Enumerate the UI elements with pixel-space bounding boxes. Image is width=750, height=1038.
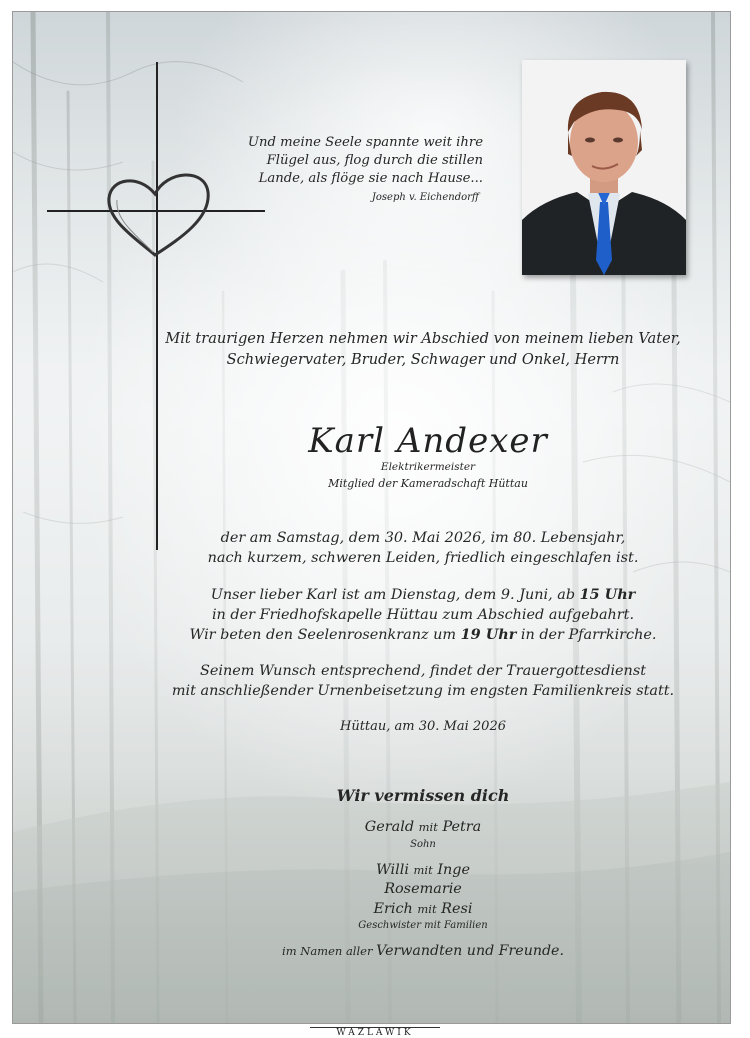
- sibling-3-name: Erich: [373, 901, 413, 917]
- poem-line: Flügel aus, flog durch die stillen: [266, 153, 483, 168]
- poem-author: Joseph v. Eichendorff: [371, 192, 479, 203]
- closing-text: [163, 942, 683, 961]
- wake-line-2: in der Friedhofskapelle Hüttau zum Abschied aufgebahrt.: [211, 606, 635, 623]
- sibling-3-partner: Resi: [441, 901, 473, 917]
- sibling-3-with: mit: [417, 902, 437, 916]
- poem: [213, 134, 483, 206]
- miss-title: Wir vermissen dich: [336, 786, 510, 805]
- death-paragraph: [163, 529, 683, 568]
- deceased-profession: Elektrikermeister: [380, 461, 476, 473]
- wake-line-1: [163, 585, 683, 606]
- funeral-home-logo: [300, 1025, 450, 1038]
- wake-paragraph: [163, 585, 683, 646]
- sibling-1-with: mit: [413, 863, 433, 877]
- logo-brand: WAZLAWIK: [336, 1028, 414, 1038]
- service-line: Seinem Wunsch entsprechend, findet der Trauergottesdienst: [199, 663, 646, 679]
- family-sibling-1: [263, 861, 583, 880]
- wake-line-3: [163, 625, 683, 646]
- son-with: mit: [418, 820, 438, 834]
- death-line: nach kurzem, schweren Leiden, friedlich eingeschlafen ist.: [207, 549, 639, 566]
- rosary-text: Wir beten den Seelenrosenkranz um: [189, 627, 461, 643]
- death-line: der am Samstag, dem 30. Mai 2026, im 80. Lebensjahr,: [220, 530, 626, 546]
- family-son: [263, 818, 583, 837]
- service-line: mit anschließender Urnenbeisetzung im engsten Familienkreis statt.: [171, 682, 675, 699]
- closing-main: Verwandten und Freunde.: [376, 943, 564, 959]
- son-relation: Sohn: [410, 839, 436, 850]
- wake-time-2: 19 Uhr: [460, 626, 517, 643]
- son-partner: Petra: [442, 819, 482, 835]
- poem-line: Lande, als flöge sie nach Hause...: [258, 171, 483, 186]
- family-sibling-3: [263, 900, 583, 919]
- wake-text: Unser lieber Karl ist am Dienstag, dem 9. Juni, ab: [210, 587, 580, 603]
- intro-text: [163, 328, 683, 370]
- closing-pre: im Namen aller: [282, 944, 377, 958]
- rosary-place: in der Pfarrkirche.: [516, 627, 657, 643]
- service-paragraph: [163, 662, 683, 701]
- sibling-1-name: Willi: [375, 862, 409, 878]
- intro-line: Schwiegervater, Bruder, Schwager und Onkel, Herrn: [226, 351, 620, 368]
- sibling-1-partner: Inge: [437, 862, 470, 878]
- poem-line: Und meine Seele spannte weit ihre: [247, 135, 483, 150]
- deceased-name: Karl Andexer: [308, 421, 548, 461]
- siblings-relation: Geschwister mit Familien: [358, 920, 488, 931]
- intro-line: Mit traurigen Herzen nehmen wir Abschied von meinem lieben Vater,: [165, 330, 681, 347]
- son-name: Gerald: [364, 819, 415, 835]
- place-date: Hüttau, am 30. Mai 2026: [340, 719, 506, 734]
- portrait-image: [522, 60, 686, 275]
- obituary-notice: [12, 11, 731, 1024]
- deceased-membership: Mitglied der Kameradschaft Hüttau: [328, 477, 528, 490]
- portrait-photo: [522, 60, 686, 275]
- wake-time-1: 15 Uhr: [579, 586, 636, 603]
- sibling-2-name: Rosemarie: [384, 881, 462, 897]
